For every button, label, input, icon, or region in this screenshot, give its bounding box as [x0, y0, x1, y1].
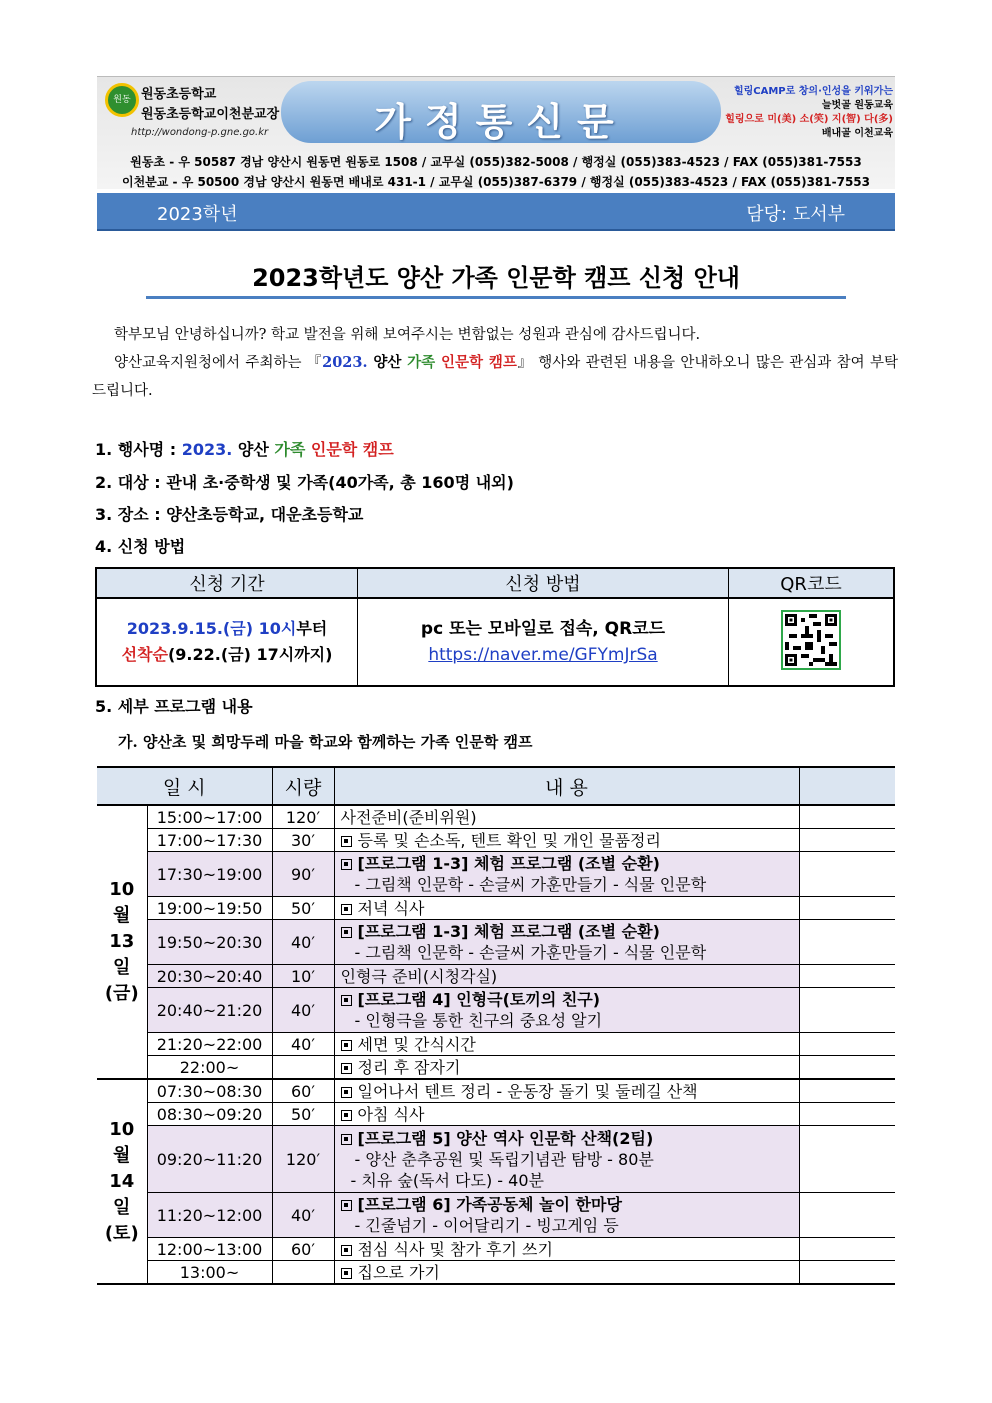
- row-duration: 10′: [272, 965, 334, 988]
- section-5-title: 5. 세부 프로그램 내용: [95, 697, 253, 716]
- row-time: 17:00~17:30: [147, 829, 272, 852]
- motto-line: 배내골 이천교육: [821, 128, 893, 139]
- school-logo-icon: 원동: [105, 83, 139, 117]
- item-apply-method: 4. 신청 방법: [95, 537, 186, 556]
- title-banner: [281, 81, 721, 143]
- table-row: [97, 1079, 895, 1103]
- row-title: 아침 식사: [357, 1104, 425, 1124]
- row-extra: [799, 920, 895, 965]
- row-content: [334, 1261, 799, 1285]
- row-duration: 60′: [272, 1238, 334, 1261]
- letterhead-top: [97, 76, 895, 189]
- row-time: 17:30~19:00: [147, 852, 272, 897]
- event-city: 양산: [373, 354, 408, 371]
- row-extra: [799, 805, 895, 829]
- table-row: [97, 1238, 895, 1261]
- row-title: [프로그램 6] 가족공동체 놀이 한마당: [357, 1195, 622, 1214]
- event-camp: 인문학 캠프: [310, 440, 394, 459]
- table-row: [97, 829, 895, 852]
- event-family: 가족: [274, 440, 311, 459]
- day-1: [97, 805, 147, 1079]
- row-content: [334, 829, 799, 852]
- row-duration: 120′: [272, 1126, 334, 1193]
- row-content: [334, 920, 799, 965]
- table-row: [97, 965, 895, 988]
- row-content: [334, 1033, 799, 1056]
- table-row: [97, 1126, 895, 1193]
- row-time: 08:30~09:20: [147, 1103, 272, 1126]
- row-duration: [272, 1056, 334, 1080]
- intro-text: 양산교육지원청에서 주최하는 『: [114, 355, 323, 371]
- checkbox-icon: [341, 927, 352, 938]
- table-row: [97, 852, 895, 897]
- event-camp: 인문학 캠프: [440, 354, 517, 371]
- item-target: 2. 대상 : 관내 초·중학생 및 가족(40가족, 총 160명 내외): [95, 473, 514, 492]
- checkbox-icon: [341, 1110, 352, 1121]
- row-content: [334, 965, 799, 988]
- first-come: 선착순: [121, 645, 168, 664]
- table-row: [97, 1033, 895, 1056]
- table-row: [97, 897, 895, 920]
- address-main: 원동초 - 우 50587 경남 양산시 원동면 원동로 1508 / 교무실 (055)382-5008 / 행정실 (055)383-4523 / FAX (055)381-7553: [130, 155, 862, 169]
- row-subtitle: - 양산 춘추공원 및 독립기념관 탐방 - 80분: [354, 1149, 654, 1169]
- row-duration: 50′: [272, 1103, 334, 1126]
- period-start: 2023.9.15.(금) 10시: [126, 619, 297, 638]
- row-extra: [799, 897, 895, 920]
- apply-header-period: 신청 기간: [96, 568, 358, 598]
- event-family: 가족: [407, 354, 441, 371]
- checkbox-icon: [341, 1200, 352, 1211]
- row-duration: 40′: [272, 1193, 334, 1238]
- row-title: 집으로 가기: [357, 1262, 440, 1282]
- event-year: 2023.: [322, 354, 374, 371]
- row-time: 11:20~12:00: [147, 1193, 272, 1238]
- schedule-table: [97, 766, 895, 1285]
- apply-table: [95, 567, 895, 687]
- schedule-header-extra: [799, 767, 895, 805]
- row-title: 사전준비(준비위원): [340, 807, 477, 827]
- row-time: 09:20~11:20: [147, 1126, 272, 1193]
- row-content: [334, 805, 799, 829]
- row-time: 07:30~08:30: [147, 1079, 272, 1103]
- checkbox-icon: [341, 1087, 352, 1098]
- row-content: [334, 988, 799, 1033]
- row-duration: 40′: [272, 920, 334, 965]
- letterhead: [97, 76, 895, 230]
- event-city: 양산: [237, 440, 275, 459]
- checkbox-icon: [341, 859, 352, 870]
- day-1-label: 10월 13일 (금): [104, 879, 139, 1004]
- row-subtitle: - 그림책 인문학 - 손글씨 가훈만들기 - 식물 인문학: [354, 875, 707, 894]
- day-2: [97, 1079, 147, 1284]
- newsletter-title: 가정통신문: [374, 100, 628, 144]
- row-extra: [799, 965, 895, 988]
- row-duration: 50′: [272, 897, 334, 920]
- checkbox-icon: [341, 1134, 352, 1145]
- school-branch-name: 원동초등학교이천분교장: [141, 107, 280, 122]
- row-time: 21:20~22:00: [147, 1033, 272, 1056]
- row-title: 인형극 준비(시청각실): [340, 966, 498, 986]
- row-time: 12:00~13:00: [147, 1238, 272, 1261]
- schedule-header-content: 내 용: [334, 767, 799, 805]
- table-row: [97, 1103, 895, 1126]
- title-underline: [146, 296, 846, 299]
- row-duration: 40′: [272, 988, 334, 1033]
- row-title: 점심 식사 및 참가 후기 쓰기: [357, 1239, 553, 1259]
- motto-line: 힐링으로 미(美) 소(笑) 지(智) 다(多): [725, 114, 893, 125]
- intro-paragraph-1: 학부모님 안녕하십니까? 학교 발전을 위해 보여주시는 변함없는 성원과 관심에 감사드립니다.: [114, 327, 701, 343]
- period-from: 부터: [296, 619, 328, 638]
- method-text: pc 또는 모바일로 접속, QR코드: [420, 619, 666, 639]
- row-extra: [799, 1079, 895, 1103]
- checkbox-icon: [341, 1268, 352, 1279]
- row-content: [334, 852, 799, 897]
- row-subtitle: - 그림책 인문학 - 손글씨 가훈만들기 - 식물 인문학: [354, 943, 707, 962]
- row-extra: [799, 1033, 895, 1056]
- row-duration: 60′: [272, 1079, 334, 1103]
- qr-cell: [729, 598, 895, 686]
- row-title: [프로그램 1-3] 체험 프로그램 (조별 순환): [357, 922, 660, 941]
- checkbox-icon: [341, 995, 352, 1006]
- row-content: [334, 1238, 799, 1261]
- document-title: 2023학년도 양산 가족 인문학 캠프 신청 안내: [252, 264, 740, 292]
- table-row: [97, 1261, 895, 1285]
- item-venue: 3. 장소 : 양산초등학교, 대운초등학교: [95, 505, 364, 524]
- school-main-name: 원동초등학교: [141, 87, 217, 102]
- row-duration: 40′: [272, 1033, 334, 1056]
- row-subtitle: - 긴줄넘기 - 이어달리기 - 빙고게임 등: [354, 1216, 619, 1235]
- row-extra: [799, 1056, 895, 1080]
- checkbox-icon: [341, 836, 352, 847]
- row-content: [334, 1193, 799, 1238]
- row-title: 등록 및 손소독, 텐트 확인 및 개인 물품정리: [357, 830, 661, 850]
- table-row: [97, 920, 895, 965]
- row-title: [프로그램 5] 양산 역사 인문학 산책(2팀): [357, 1128, 654, 1148]
- schedule-header-datetime: 일 시: [97, 767, 272, 805]
- row-title: [프로그램 1-3] 체험 프로그램 (조별 순환): [357, 854, 660, 873]
- row-extra: [799, 829, 895, 852]
- checkbox-icon: [341, 1040, 352, 1051]
- address-branch: 이천분교 - 우 50500 경남 양산시 원동면 배내로 431-1 / 교무실 (055)387-6379 / 행정실 (055)383-4523 / FAX (055)381-7553: [122, 175, 870, 189]
- letterhead-bar: [97, 193, 895, 231]
- row-title: 세면 및 간식시간: [357, 1034, 476, 1054]
- table-row: [97, 1056, 895, 1080]
- row-subtitle: - 치유 숲(독서 다도) - 40분: [350, 1170, 544, 1190]
- apply-period: [96, 598, 358, 686]
- apply-header-method: 신청 방법: [358, 568, 729, 598]
- row-content: [334, 897, 799, 920]
- department-in-charge: 담당: 도서부: [746, 204, 845, 225]
- school-url[interactable]: http://wondong-p.gne.go.kr: [131, 127, 269, 138]
- day-2-label: 10월 14일 (토): [104, 1118, 139, 1244]
- qr-code-icon[interactable]: [781, 610, 841, 670]
- item-label: 1. 행사명 :: [95, 440, 182, 459]
- row-extra: [799, 1238, 895, 1261]
- school-year: 2023학년: [157, 204, 238, 225]
- row-title: [프로그램 4] 인형극(토끼의 친구): [357, 990, 601, 1009]
- checkbox-icon: [341, 1245, 352, 1256]
- row-time: 20:40~21:20: [147, 988, 272, 1033]
- period-end: (9.22.(금) 17시까지): [167, 645, 333, 664]
- row-content: [334, 1056, 799, 1080]
- row-title: 정리 후 잠자기: [357, 1057, 461, 1077]
- row-extra: [799, 1261, 895, 1285]
- school-motto: [725, 85, 893, 141]
- row-duration: 120′: [272, 805, 334, 829]
- row-duration: 30′: [272, 829, 334, 852]
- intro-text: 』 행사와 관련된 내용을 안내하오니 많은 관심과 참여 부탁드립니다.: [92, 355, 899, 399]
- row-content: [334, 1126, 799, 1193]
- apply-header-qr: QR코드: [729, 568, 895, 598]
- row-time: 19:50~20:30: [147, 920, 272, 965]
- row-duration: 90′: [272, 852, 334, 897]
- section-5-subtitle: 가. 양산초 및 희망두레 마을 학교와 함께하는 가족 인문학 캠프: [118, 733, 533, 751]
- motto-line: 늘벗골 원동교육: [821, 100, 893, 111]
- motto-line: 힐링CAMP로 창의·인성을 키워가는: [733, 86, 893, 97]
- row-extra: [799, 852, 895, 897]
- apply-method: [358, 598, 729, 686]
- checkbox-icon: [341, 1063, 352, 1074]
- row-subtitle: - 인형극을 통한 친구의 중요성 알기: [354, 1011, 603, 1030]
- table-row: [97, 805, 895, 829]
- row-time: 20:30~20:40: [147, 965, 272, 988]
- row-extra: [799, 1193, 895, 1238]
- row-extra: [799, 1103, 895, 1126]
- schedule-header-duration: 시량: [272, 767, 334, 805]
- row-title: 저녁 식사: [357, 898, 425, 918]
- table-row: [97, 988, 895, 1033]
- event-year: 2023.: [181, 440, 238, 459]
- row-extra: [799, 1126, 895, 1193]
- apply-link[interactable]: https://naver.me/GFYmJrSa: [428, 645, 658, 665]
- table-row: [97, 1193, 895, 1238]
- row-duration: [272, 1261, 334, 1285]
- row-time: 22:00~: [147, 1056, 272, 1080]
- item-event-name: [95, 437, 394, 460]
- row-time: 19:00~19:50: [147, 897, 272, 920]
- row-content: [334, 1103, 799, 1126]
- checkbox-icon: [341, 904, 352, 915]
- intro-paragraph-2: [92, 349, 898, 405]
- row-content: [334, 1079, 799, 1103]
- row-time: 15:00~17:00: [147, 805, 272, 829]
- row-extra: [799, 988, 895, 1033]
- row-title: 일어나서 텐트 정리 - 운동장 돌기 및 둘레길 산책: [357, 1081, 698, 1101]
- row-time: 13:00~: [147, 1261, 272, 1285]
